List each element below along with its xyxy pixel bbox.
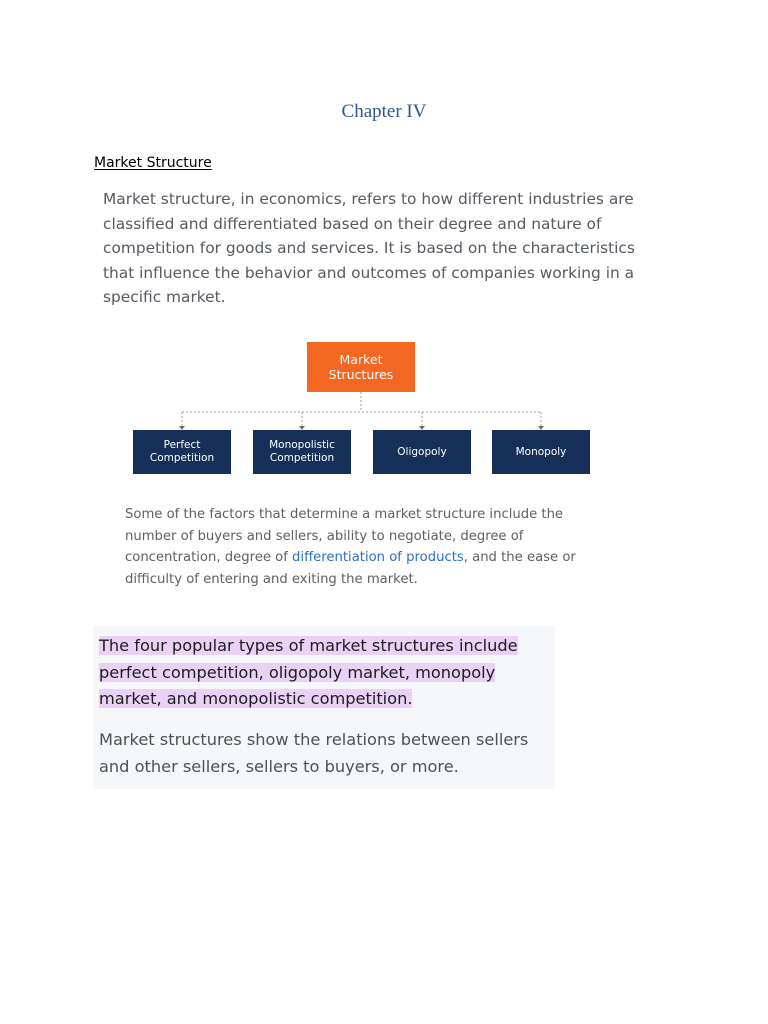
diagram-node-monopoly xyxy=(492,430,590,474)
node-line1: Perfect xyxy=(163,439,201,451)
market-structure-diagram xyxy=(120,338,610,483)
intro-paragraph: Market structure, in economics, refers to how different industries are classified and differentiated based on their degree and nature of competition for goods and services. It is based on the characteristics that influence the behavior and outcomes of companies working in a specific market. xyxy=(103,190,635,307)
section-heading: Market Structure xyxy=(94,155,212,171)
summary-callout xyxy=(93,626,555,789)
node-line1: Monopolistic xyxy=(269,439,335,451)
node-line1: Monopoly xyxy=(515,445,567,458)
relations-note: Market structures show the relations between sellers and other sellers, sellers to buyers, or more. xyxy=(99,730,529,776)
node-line1: Oligopoly xyxy=(397,445,447,458)
highlighted-summary-text: The four popular types of market structures include perfect competition, oligopoly market, monopoly market, and monopolistic competition. xyxy=(99,636,518,708)
root-node-line1: Market xyxy=(339,351,383,367)
diagram-node-oligopoly xyxy=(373,430,471,474)
diagram-node-perfect-competition xyxy=(133,430,231,474)
diagram-node-monopolistic-competition xyxy=(253,430,351,474)
differentiation-link[interactable]: differentiation of products xyxy=(292,550,464,565)
node-line2: Competition xyxy=(269,452,335,464)
diagram-root-node xyxy=(307,342,415,392)
factors-paragraph xyxy=(125,504,605,590)
node-line2: Competition xyxy=(149,452,215,464)
root-node-line2: Structures xyxy=(328,367,394,382)
highlighted-summary xyxy=(99,633,535,713)
chapter-title: Chapter IV xyxy=(341,101,427,122)
factors-text-before: Some of the factors that determine a market structure include the number of buyers and sellers, ability to negotiate, degree of concentration, degree of xyxy=(125,507,564,565)
factors-text-after: , and the ease or difficulty of entering and exiting the market. xyxy=(125,550,576,587)
